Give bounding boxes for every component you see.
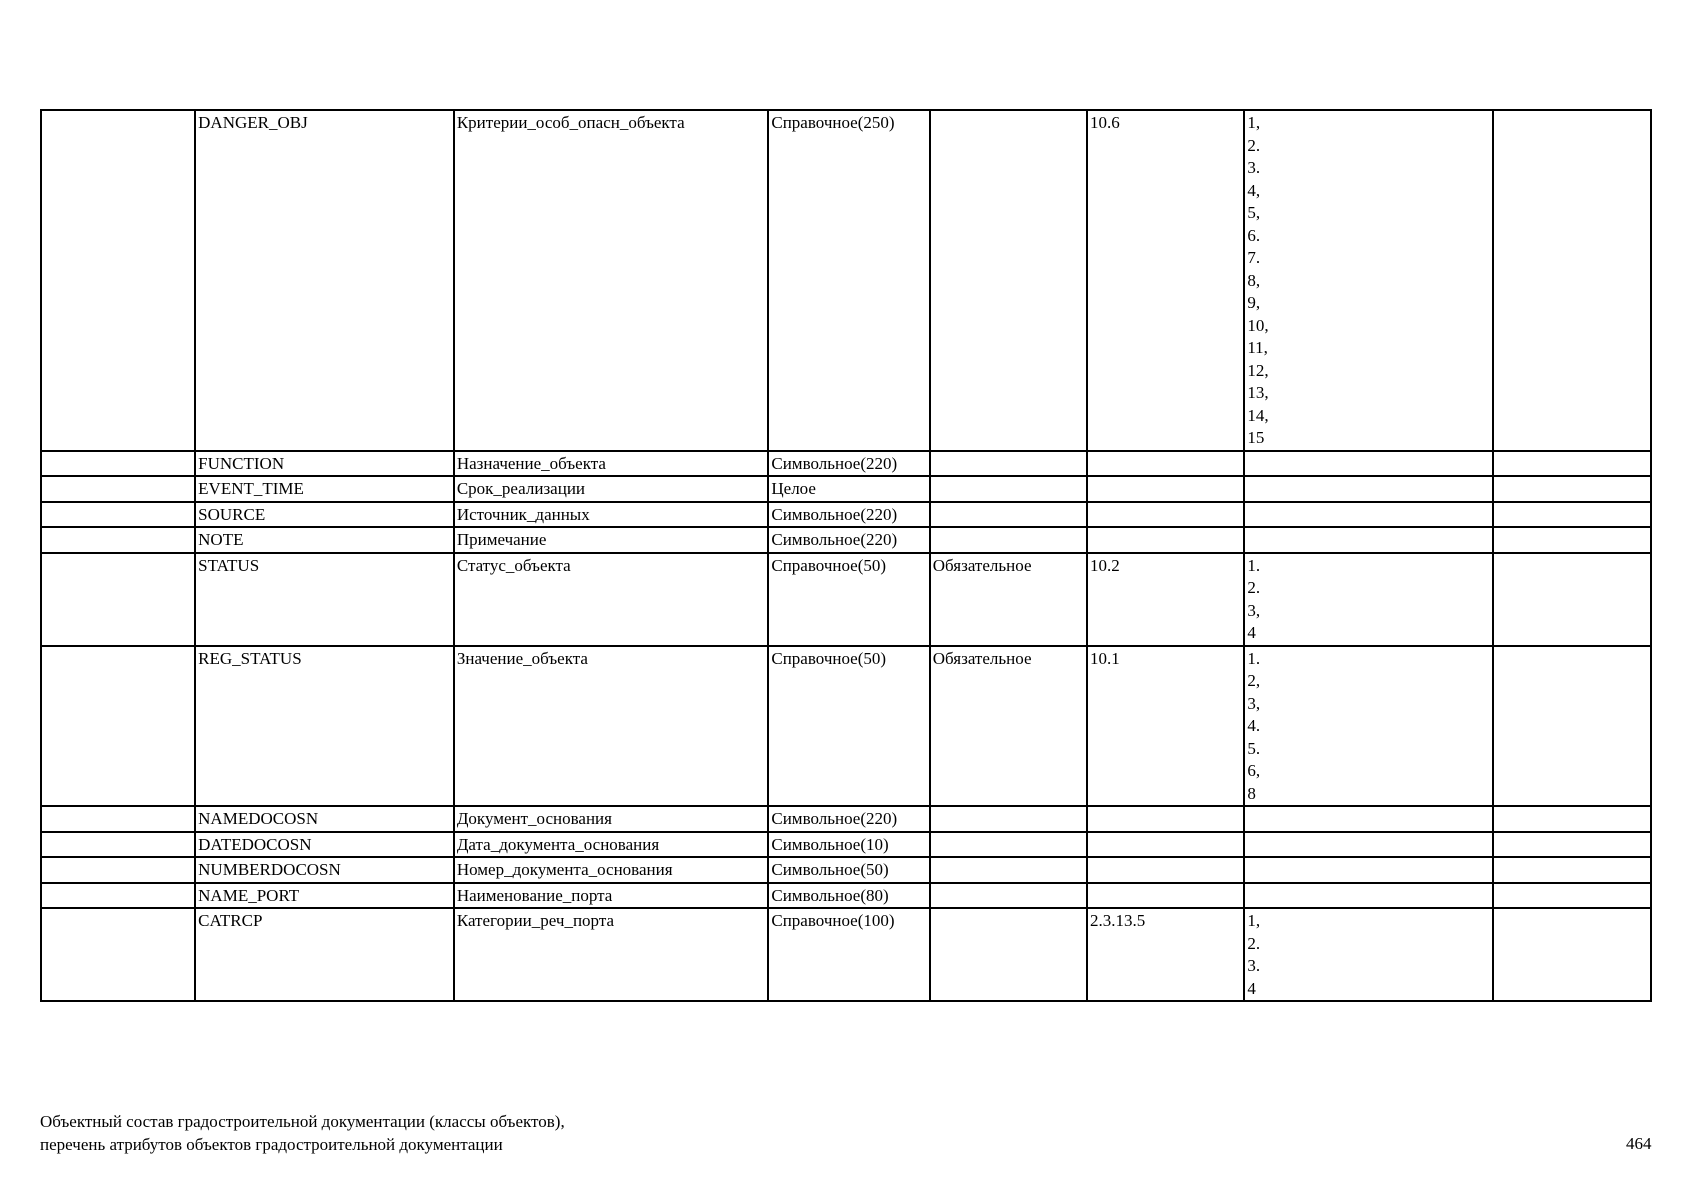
reference-cell [1087, 832, 1244, 858]
data-type-cell: Справочное(50) [768, 553, 929, 646]
allowed-value: 4. [1247, 716, 1261, 735]
allowed-value: 8, [1247, 270, 1261, 290]
reference-cell [1087, 502, 1244, 528]
footer-line-2: перечень атрибутов объектов градостроительной документации [40, 1135, 503, 1154]
allowed-value: 9, [1247, 293, 1261, 312]
allowed-values-cell [1244, 857, 1492, 883]
attribute-name-cell: Назначение_объекта [454, 451, 769, 477]
attribute-code-cell: STATUS [195, 553, 454, 646]
notes-cell [1493, 806, 1651, 832]
reference-cell [1087, 527, 1244, 553]
requirement-cell [930, 451, 1087, 477]
requirement-cell [930, 502, 1087, 528]
allowed-value: 7. [1247, 248, 1261, 267]
notes-cell [1493, 883, 1651, 909]
attribute-code-cell: NAMEDOCOSN [195, 806, 454, 832]
empty-cell [41, 883, 195, 909]
allowed-value: 5. [1247, 738, 1261, 758]
allowed-value: 5, [1247, 203, 1261, 222]
attribute-name-cell: Примечание [454, 527, 769, 553]
allowed-value: 3, [1247, 693, 1261, 713]
allowed-value: 13, [1247, 383, 1269, 402]
notes-cell [1493, 646, 1651, 807]
reference-cell [1087, 476, 1244, 502]
attribute-name-cell: Статус_объекта [454, 553, 769, 646]
attribute-name-cell: Документ_основания [454, 806, 769, 832]
attribute-code-cell: SOURCE [195, 502, 454, 528]
allowed-values-cell [1244, 832, 1492, 858]
attribute-name-cell: Наименование_порта [454, 883, 769, 909]
empty-cell [41, 502, 195, 528]
notes-cell [1493, 857, 1651, 883]
requirement-cell [930, 527, 1087, 553]
allowed-values-cell [1244, 476, 1492, 502]
data-type-cell: Символьное(220) [768, 502, 929, 528]
empty-cell [41, 832, 195, 858]
attribute-code-cell: NOTE [195, 527, 454, 553]
attribute-name-cell: Значение_объекта [454, 646, 769, 807]
requirement-cell [930, 883, 1087, 909]
allowed-value: 2, [1247, 671, 1261, 690]
attribute-code-cell: DANGER_OBJ [195, 110, 454, 451]
attributes-table [40, 109, 1652, 1002]
table-row [41, 451, 1651, 477]
attribute-code-cell: FUNCTION [195, 451, 454, 477]
requirement-cell [930, 806, 1087, 832]
table-row [41, 553, 1651, 646]
allowed-value: 1. [1247, 555, 1261, 575]
data-type-cell: Символьное(220) [768, 451, 929, 477]
attribute-code-cell: EVENT_TIME [195, 476, 454, 502]
allowed-values-cell [1244, 502, 1492, 528]
empty-cell [41, 908, 195, 1001]
allowed-value: 6, [1247, 761, 1261, 780]
requirement-cell [930, 110, 1087, 451]
data-type-cell: Символьное(220) [768, 527, 929, 553]
notes-cell [1493, 502, 1651, 528]
empty-cell [41, 646, 195, 807]
allowed-value: 8 [1247, 783, 1256, 803]
data-type-cell: Символьное(80) [768, 883, 929, 909]
empty-cell [41, 110, 195, 451]
allowed-values-cell [1244, 806, 1492, 832]
notes-cell [1493, 110, 1651, 451]
notes-cell [1493, 527, 1651, 553]
data-type-cell: Символьное(10) [768, 832, 929, 858]
empty-cell [41, 806, 195, 832]
table-row [41, 476, 1651, 502]
table-row [41, 857, 1651, 883]
allowed-values-cell [1244, 553, 1492, 646]
reference-cell [1087, 806, 1244, 832]
allowed-value: 10, [1247, 315, 1269, 335]
allowed-value: 4 [1247, 623, 1256, 642]
allowed-values-cell [1244, 527, 1492, 553]
data-type-cell: Справочное(100) [768, 908, 929, 1001]
allowed-value: 6. [1247, 225, 1261, 245]
requirement-cell [930, 908, 1087, 1001]
allowed-value: 2. [1247, 578, 1261, 597]
attribute-code-cell: NAME_PORT [195, 883, 454, 909]
allowed-value: 4, [1247, 180, 1261, 200]
allowed-value: 3. [1247, 158, 1261, 177]
allowed-value: 12, [1247, 360, 1269, 380]
attribute-name-cell: Срок_реализации [454, 476, 769, 502]
allowed-value: 3. [1247, 956, 1261, 975]
empty-cell [41, 857, 195, 883]
requirement-cell [930, 857, 1087, 883]
allowed-values-cell [1244, 110, 1492, 451]
attribute-name-cell: Источник_данных [454, 502, 769, 528]
allowed-value: 4 [1247, 978, 1256, 998]
requirement-cell: Обязательное [930, 553, 1087, 646]
empty-cell [41, 553, 195, 646]
notes-cell [1493, 832, 1651, 858]
table-row [41, 527, 1651, 553]
allowed-values-cell [1244, 646, 1492, 807]
attribute-name-cell: Дата_документа_основания [454, 832, 769, 858]
table-row [41, 646, 1651, 807]
allowed-value: 14, [1247, 405, 1269, 425]
notes-cell [1493, 451, 1651, 477]
requirement-cell [930, 476, 1087, 502]
table-row [41, 502, 1651, 528]
reference-cell: 10.6 [1087, 110, 1244, 451]
attribute-code-cell: NUMBERDOCOSN [195, 857, 454, 883]
data-type-cell: Символьное(50) [768, 857, 929, 883]
data-type-cell: Справочное(250) [768, 110, 929, 451]
allowed-value: 1, [1247, 113, 1261, 132]
data-type-cell: Целое [768, 476, 929, 502]
allowed-value: 2. [1247, 135, 1261, 155]
allowed-values-cell [1244, 883, 1492, 909]
notes-cell [1493, 553, 1651, 646]
notes-cell [1493, 476, 1651, 502]
reference-cell [1087, 883, 1244, 909]
allowed-value: 2. [1247, 933, 1261, 953]
attribute-code-cell: REG_STATUS [195, 646, 454, 807]
reference-cell: 10.1 [1087, 646, 1244, 807]
data-type-cell: Справочное(50) [768, 646, 929, 807]
requirement-cell: Обязательное [930, 646, 1087, 807]
reference-cell: 10.2 [1087, 553, 1244, 646]
table-row [41, 883, 1651, 909]
attributes-table-body [41, 110, 1651, 1001]
allowed-value: 1. [1247, 648, 1261, 668]
table-row [41, 908, 1651, 1001]
empty-cell [41, 451, 195, 477]
empty-cell [41, 527, 195, 553]
table-row [41, 832, 1651, 858]
footer-caption [40, 1110, 565, 1156]
allowed-value: 3, [1247, 600, 1261, 620]
data-type-cell: Символьное(220) [768, 806, 929, 832]
attribute-name-cell: Критерии_особ_опасн_объекта [454, 110, 769, 451]
attribute-code-cell: CATRCP [195, 908, 454, 1001]
requirement-cell [930, 832, 1087, 858]
reference-cell [1087, 451, 1244, 477]
footer-line-1: Объектный состав градостроительной документации (классы объектов), [40, 1112, 565, 1131]
attribute-name-cell: Категории_реч_порта [454, 908, 769, 1001]
reference-cell: 2.3.13.5 [1087, 908, 1244, 1001]
notes-cell [1493, 908, 1651, 1001]
attribute-code-cell: DATEDOCOSN [195, 832, 454, 858]
page-number: 464 [1626, 1134, 1652, 1153]
allowed-value: 1, [1247, 911, 1261, 930]
allowed-value: 15 [1247, 428, 1265, 447]
empty-cell [41, 476, 195, 502]
attribute-name-cell: Номер_документа_основания [454, 857, 769, 883]
allowed-values-cell [1244, 908, 1492, 1001]
allowed-value: 11, [1247, 338, 1268, 357]
reference-cell [1087, 857, 1244, 883]
table-row [41, 806, 1651, 832]
table-row [41, 110, 1651, 451]
allowed-values-cell [1244, 451, 1492, 477]
